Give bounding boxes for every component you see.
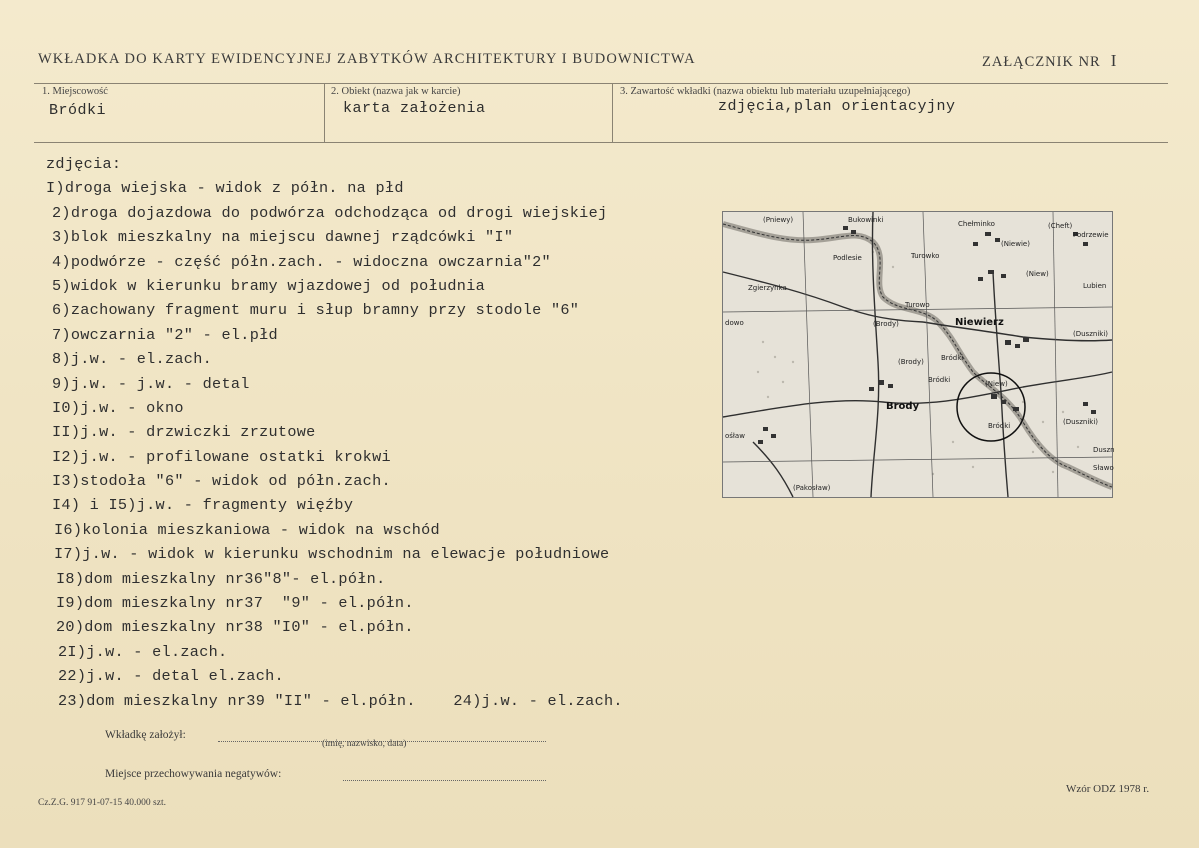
map-label: (Pakosław) [793, 484, 831, 492]
list-item: 3)blok mieszkalny na miejscu dawnej rządcówki "I" [52, 228, 514, 247]
map-label: Zgierzynka [748, 284, 787, 292]
placed-by-hint: (imię, nazwisko, data) [322, 739, 407, 749]
list-item: 20)dom mieszkalny nr38 "I0" - el.półn. [56, 618, 414, 637]
map-label: ośław [725, 432, 745, 440]
map-label: Bródki [988, 422, 1011, 430]
print-code: Cz.Z.G. 917 91-07-15 40.000 szt. [38, 798, 166, 808]
orientation-map [722, 211, 1113, 498]
box-top-rule [34, 83, 1168, 84]
list-item: I6)kolonia mieszkaniowa - widok na wschód [54, 520, 440, 539]
map-label: (Brody) [898, 358, 924, 366]
content-value: zdjęcia,plan orientacyjny [718, 98, 956, 115]
negatives-label: Miejsce przechowywania negatywów: [105, 768, 282, 780]
map-label: Bródki [941, 354, 964, 362]
list-item: 7)owczarnia "2" - el.płd [52, 325, 278, 344]
map-label: (Cheft) [1048, 222, 1073, 230]
location-label: 1. Miejscowość [42, 86, 108, 97]
annex-number: I [1110, 51, 1118, 70]
map-label: Turowko [911, 252, 940, 260]
map-label: Chełminko [958, 220, 995, 228]
map-label: (Niew) [985, 380, 1008, 388]
form-title: WKŁADKA DO KARTY EWIDENCYJNEJ ZABYTKÓW ARCHITEKTURY I BUDOWNICTWA [38, 51, 696, 67]
placed-by-label: Wkładkę założył: [105, 729, 186, 741]
map-label: Podrzewie [1073, 231, 1109, 239]
map-label: Brody [886, 401, 920, 412]
model-code: Wzór ODZ 1978 r. [1066, 783, 1150, 795]
map-label: Niewierz [955, 317, 1004, 328]
map-label: (Duszniki) [1073, 330, 1108, 338]
map-label: (Pniewy) [763, 216, 794, 224]
map-label: Bukowinki [848, 216, 884, 224]
map-label: dowo [725, 319, 744, 327]
map-label: Podlesie [833, 254, 862, 262]
list-item: I9)dom mieszkalny nr37 "9" - el.półn. [56, 594, 414, 613]
list-item: I7)j.w. - widok w kierunku wschodnim na elewacje południowe [54, 545, 610, 564]
list-item: I8)dom mieszkalny nr36"8"- el.półn. [56, 569, 386, 588]
negatives-line [343, 780, 546, 781]
map-label: Bródki [928, 376, 951, 384]
map-drawing [723, 212, 1115, 497]
list-item: 9)j.w. - j.w. - detal [52, 374, 250, 393]
list-item: 2)droga dojazdowa do podwórza odchodząca od drogi wiejskiej [52, 203, 608, 222]
list-item: I3)stodoła "6" - widok od półn.zach. [52, 472, 391, 491]
list-item: I4) i I5)j.w. - fragmenty więźby [52, 496, 354, 515]
list-item: I0)j.w. - okno [52, 398, 184, 417]
list-item: I)droga wiejska - widok z półn. na płd [46, 179, 404, 198]
map-label: Lubien [1083, 282, 1107, 290]
list-item: 8)j.w. - el.zach. [52, 350, 213, 369]
map-label: (Brody) [873, 320, 899, 328]
object-label: 2. Obiekt (nazwa jak w karcie) [331, 86, 461, 97]
annex-label [982, 51, 1117, 71]
map-label: (Niewie) [1001, 240, 1030, 248]
photo-list [46, 152, 623, 713]
object-value: karta założenia [343, 100, 486, 117]
list-item: 23)dom mieszkalny nr39 "II" - el.półn. 24)j.w. - el.zach. [58, 691, 623, 710]
box-divider-1 [324, 84, 325, 142]
box-bottom-rule [34, 142, 1168, 143]
list-item: 5)widok w kierunku bramy wjazdowej od południa [52, 276, 486, 295]
list-item: II)j.w. - drzwiczki zrzutowe [52, 423, 316, 442]
map-label: Sławo [1093, 464, 1114, 472]
list-heading: zdjęcia: [46, 155, 122, 173]
map-label: (Duszniki) [1063, 418, 1098, 426]
box-divider-2 [612, 84, 613, 142]
list-item: 6)zachowany fragment muru i słup bramny przy stodole "6" [52, 301, 580, 320]
location-value: Bródki [49, 102, 107, 119]
map-label: (Niew) [1026, 270, 1049, 278]
map-label: Duszn [1093, 446, 1115, 454]
list-item: 22)j.w. - detal el.zach. [58, 667, 284, 686]
content-label: 3. Zawartość wkładki (nazwa obiektu lub materiału uzupełniającego) [620, 86, 911, 97]
list-item: I2)j.w. - profilowane ostatki krokwi [52, 447, 391, 466]
map-label: Turowo [905, 301, 930, 309]
list-item: 2I)j.w. - el.zach. [58, 642, 228, 661]
annex-label-text: ZAŁĄCZNIK NR [982, 54, 1101, 70]
list-item: 4)podwórze - część półn.zach. - widoczna owczarnia"2" [52, 252, 551, 271]
